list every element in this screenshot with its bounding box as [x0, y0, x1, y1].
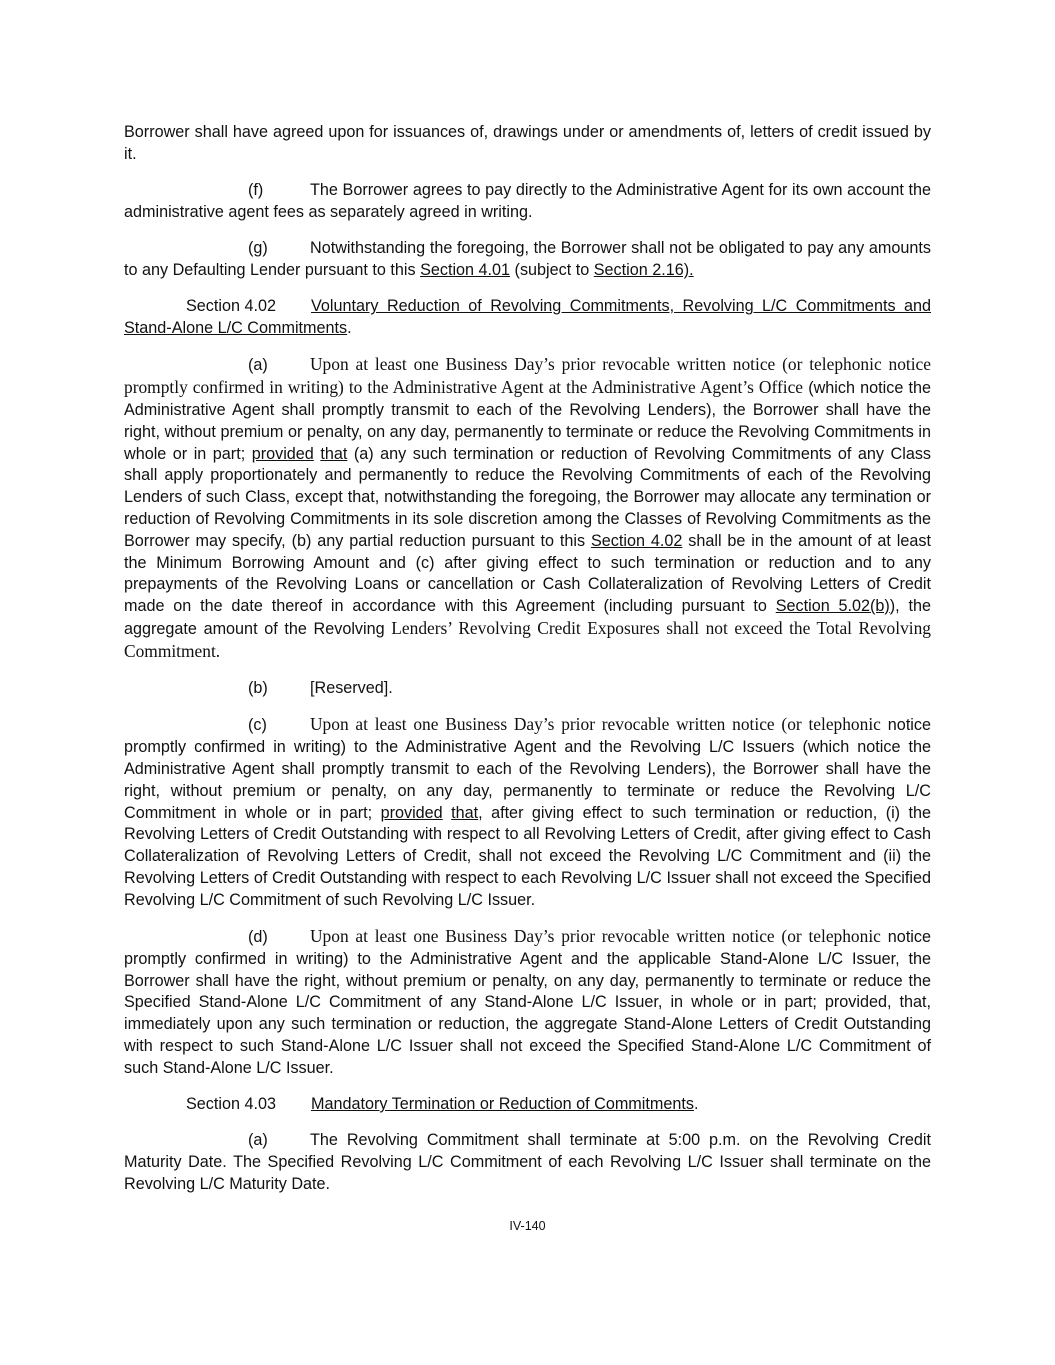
- clause-label-d: (d): [248, 928, 268, 946]
- paragraph-4-02-c-serif-lead: Upon at least one Business Day’s prior revocable written notice (or telephonic: [310, 714, 881, 735]
- document-page: [124, 122, 931, 1210]
- clause-label-a: (a): [248, 1131, 268, 1150]
- section-4-03-title: Mandatory Termination or Reduction of Commitments: [311, 1095, 694, 1114]
- section-4-03-title-end: .: [693, 1095, 699, 1114]
- paragraph-4-01-g-text-b: (subject to: [510, 260, 594, 279]
- paragraph-4-02-a: [124, 354, 931, 663]
- paragraph-4-02-d: [124, 926, 931, 1080]
- section-4-02-heading: [124, 296, 931, 340]
- section-4-02-reference: Section 4.02: [590, 531, 683, 550]
- provided-term: provided: [251, 444, 314, 463]
- section-4-03-number: Section 4.03: [186, 1095, 276, 1114]
- paragraph-4-01-f: [124, 180, 931, 224]
- paragraph-4-02-c-text-2: , after giving effect to such termination or reduction, (i) the Revolving Letters of Credit Outstanding with respect to all Revolving Letters of Credit, after giving effect to Cash Collateralization of Revolving Letters of Credit, shall not exceed the Revolving L/C Commitment and (ii) the Revolving Letters of Credit Outstanding with respect to each Revolving L/C Issuer shall not exceed the Specified Revolving L/C Commitment of such Revolving L/C Issuer.: [124, 803, 932, 909]
- section-4-02-number: Section 4.02: [186, 297, 276, 316]
- paragraph-4-02-a-text-1: (which notice the Administrative Agent shall promptly transmit to each of the Revolving Lenders), the Borrower shall have the right, without premium or penalty, on any day, permanently to terminate or reduce the Revolving Commitments in whole or in part;: [124, 379, 931, 463]
- that-term: that: [320, 444, 348, 463]
- paragraph-4-02-a-text-3: shall be in the amount of at least the Minimum Borrowing Amount and (c) after giving effect to such termination or reduction and to any prepayments of the Revolving Loans or cancellation or Cash Collateralization of Revolving Letters of Credit made on the date thereof in accordance with this Agreement (including pursuant to: [124, 531, 931, 616]
- section-2-16-reference: Section 2.16).: [593, 260, 694, 279]
- paragraph-4-02-a-text-4: ), the aggregate amount of the Revolving: [124, 597, 931, 638]
- paragraph-4-02-a-text-2: (a) any such termination or reduction of Revolving Commitments of any Class shall apply proportionately and permanently to reduce the Revolving Commitments of each of the Revolving Lenders of such Class, except that, notwithstanding the foregoing, the Borrower may allocate any termination or reduction of Revolving Commitments in its sole discretion among the Classes of Revolving Commitments as the Borrower may specify, (b) any partial reduction pursuant to this: [124, 444, 932, 550]
- paragraph-intro: [124, 122, 931, 166]
- section-4-02-title: Voluntary Reduction of Revolving Commitments, Revolving L/C Commitments and Stand-Alone L/C Commitments: [124, 297, 931, 338]
- section-4-01-reference: Section 4.01: [420, 260, 511, 279]
- clause-label-g: (g): [248, 239, 268, 258]
- paragraph-4-02-d-serif-lead: Upon at least one Business Day’s prior revocable written notice (or telephonic: [310, 926, 881, 946]
- paragraph-4-01-g: [124, 238, 931, 282]
- paragraph-4-02-d-text: notice promptly confirmed in writing) to the Administrative Agent and the applicable Stand-Alone L/C Issuer, the Borrower shall have the right, without premium or penalty, on any day, permanently to terminate or reduce the Specified Stand-Alone L/C Commitment of any Stand-Alone L/C Issuer, in whole or in part; provided, that, immediately upon any such termination or reduction, the aggregate Stand-Alone Letters of Credit Outstanding with respect to such Stand-Alone L/C Issuer shall not exceed the Specified Stand-Alone L/C Commitment of such Stand-Alone L/C Issuer.: [124, 928, 932, 1077]
- paragraph-4-02-b: [124, 678, 931, 700]
- paragraph-4-01-f-text: The Borrower agrees to pay directly to the Administrative Agent for its own account the administrative agent fees as separately agreed in writing.: [124, 181, 931, 221]
- section-5-02-b-reference: Section 5.02(b): [775, 597, 890, 616]
- clause-label-f: (f): [248, 181, 264, 200]
- paragraph-4-01-g-text-a: Notwithstanding the foregoing, the Borrower shall not be obligated to pay any amounts to any Defaulting Lender pursuant to this: [124, 239, 931, 279]
- paragraph-4-03-a: [124, 1130, 931, 1195]
- section-4-02-title-end: .: [347, 319, 352, 338]
- paragraph-4-03-a-text: The Revolving Commitment shall terminate at 5:00 p.m. on the Revolving Credit Maturity Date. The Specified Revolving L/C Commitment of each Revolving L/C Issuer shall terminate on the Revolving L/C Maturity Date.: [124, 1131, 931, 1193]
- paragraph-4-02-b-text: [Reserved].: [310, 679, 393, 698]
- clause-label-c: (c): [248, 716, 267, 735]
- paragraph-4-02-a-serif-lead: Upon at least one Business Day’s prior revocable written notice (or telephonic notice promptly confirmed in writing) to the Administrative Agent at the Administrative Agent’s Office: [124, 354, 931, 398]
- paragraph-4-02-a-serif-tail: Lenders’ Revolving Credit Exposures shall not exceed the Total Revolving Commitment.: [124, 617, 931, 661]
- clause-label-a: (a): [248, 356, 268, 375]
- paragraph-4-02-c-text-1: notice promptly confirmed in writing) to the Administrative Agent and the Revolving L/C Issuers (which notice the Administrative Agent shall promptly transmit to each of the Revolving Lenders), the Borrower shall have the right, without premium or penalty, on any day, permanently to terminate or reduce the Revolving L/C Commitment in whole or in part;: [124, 716, 932, 822]
- section-4-03-heading: [124, 1094, 931, 1116]
- that-term: that: [451, 803, 479, 822]
- page-number: IV-140: [509, 1219, 546, 1233]
- paragraph-4-02-c: [124, 714, 931, 911]
- paragraph-intro-text: Borrower shall have agreed upon for issuances of, drawings under or amendments of, letters of credit issued by it.: [124, 123, 931, 163]
- provided-term: provided: [380, 803, 443, 822]
- clause-label-b: (b): [248, 679, 268, 698]
